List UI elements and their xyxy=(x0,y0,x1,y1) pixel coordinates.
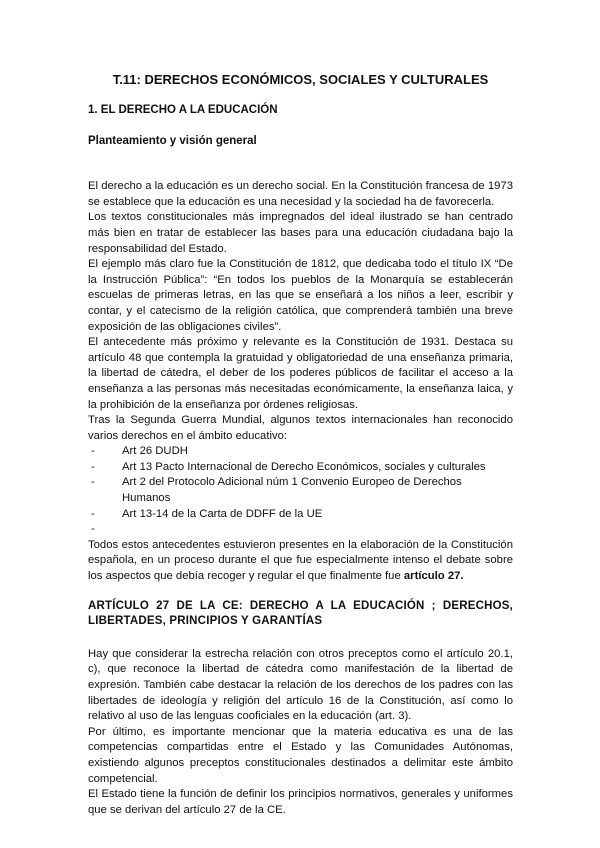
subsection-heading: Planteamiento y visión general xyxy=(88,134,257,147)
document-title: T.11: DERECHOS ECONÓMICOS, SOCIALES Y CULTURALES xyxy=(112,72,489,87)
paragraph: Tras la Segunda Guerra Mundial, algunos textos internacionales han reconocido varios derechos en el ámbito educativo: xyxy=(88,414,513,442)
list-item: - Art 13-14 de la Carta de DDFF de la UE xyxy=(88,507,513,523)
section-heading: ARTÍCULO 27 DE LA CE: DERECHO A LA EDUCACIÓN ; DERECHOS, LIBERTADES, PRINCIPIOS Y GARANTÍAS xyxy=(88,599,513,628)
list-item: - Art 2 del Protocolo Adicional núm 1 Convenio Europeo de Derechos Humanos xyxy=(88,475,513,506)
paragraph: El antecedente más próximo y relevante es la Constitución de 1931. Destaca su artículo 48 que contempla la gratuidad y obligatoriedad de una enseñanza primaria, la libertad de cátedra, el deber de los poderes públicos de facilitar el acceso a la enseñanza a las personas más necesitadas económicamente, la enseñanza laica, y la prohibición de la enseñanza por órdenes religiosas. xyxy=(88,336,513,411)
closing-bold-text: artículo 27. xyxy=(403,570,464,583)
list-item: - Art 26 DUDH xyxy=(88,444,513,460)
treaty-list xyxy=(88,444,513,538)
paragraph: El derecho a la educación es un derecho social. En la Constitución francesa de 1973 se establece que la educación es una necesidad y la sociedad ha de favorecerla. xyxy=(88,180,513,208)
paragraph: Hay que considerar la estrecha relación con otros preceptos como el artículo 20.1, c), que reconoce la libertad de cátedra como manifestación de la libertad de expresión. También cabe destacar la relación de los derechos de los padres con las libertades de ideología y religión del artículo 16 de la Constitución, así como lo relativo al uso de las lenguas cooficiales en la educación (art. 3). xyxy=(88,647,513,723)
paragraph: Por último, es importante mencionar que la materia educativa es una de las competencias compartidas entre el Estado y las Comunidades Autónomas, existiendo algunos preceptos constitucionales destinados a delimitar este ámbito competencial. xyxy=(88,725,513,785)
closing-paragraph xyxy=(88,538,513,585)
section-heading: 1. EL DERECHO A LA EDUCACIÓN xyxy=(88,104,278,116)
spacer xyxy=(88,164,513,179)
paragraph: Los textos constitucionales más impregnados del ideal ilustrado se han centrado más bien en tratar de establecer las bases para una educación ciudadana bajo la responsabilidad del Estado. xyxy=(88,211,513,255)
paragraph: El ejemplo más claro fue la Constitución de 1812, que dedicaba todo el título IX “De la Instrucción Pública”: “En todos los pueblos de la Monarquía se establecerán escuelas de primeras letras, en las que se enseñará a los niños a leer, escribir y contar, y el catecismo de la religión católica, que comprenderá también una breve exposición de las obligaciones civiles”. xyxy=(88,258,513,333)
paragraph: El Estado tiene la función de definir los principios normativos, generales y uniformes que se derivan del artículo 27 de la CE. xyxy=(88,788,513,816)
empty-list-item xyxy=(88,522,513,538)
closing-text: Todos estos antecedentes estuvieron presentes en la elaboración de la Constitución española, en un proceso durante el que fue especialmente intenso el debate sobre los aspectos que debía recoger y regular el que finalmente fue xyxy=(88,538,513,583)
document-page xyxy=(88,72,513,818)
list-item: - Art 13 Pacto Internacional de Derecho Económicos, sociales y culturales xyxy=(88,460,513,476)
